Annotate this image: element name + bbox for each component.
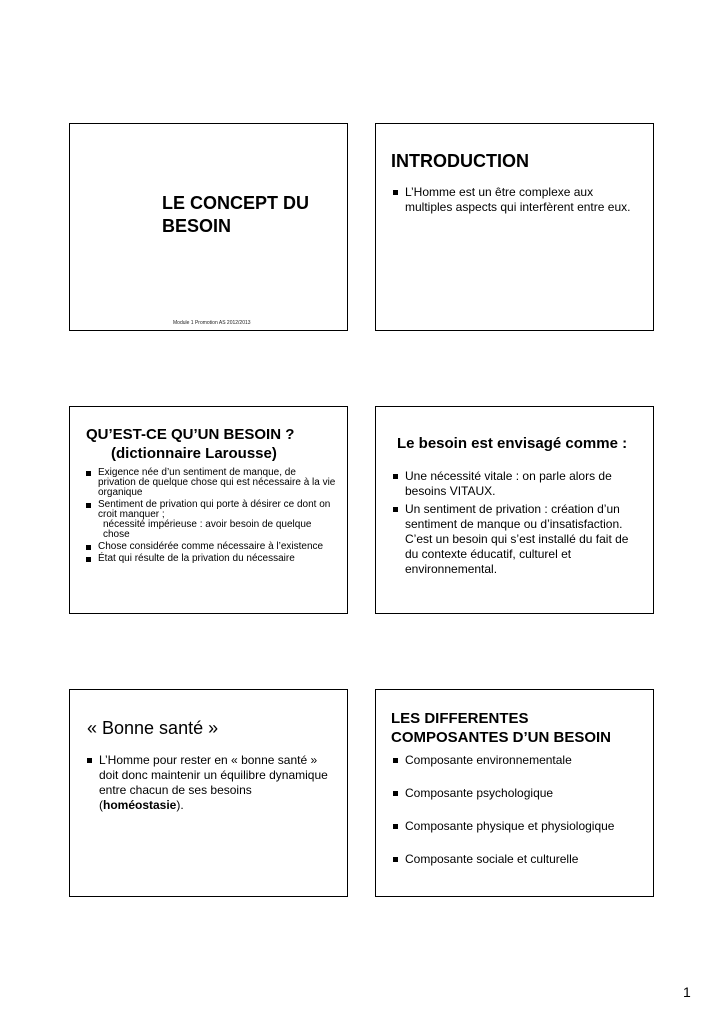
slide-6-bullet-list <box>393 753 643 867</box>
slide-6-bullet: Composante physique et physiologique <box>393 819 643 834</box>
slide-3-heading-line-1: QU’EST-CE QU’UN BESOIN ? <box>86 426 295 443</box>
slide-2-heading: INTRODUCTION <box>391 151 529 171</box>
slide-2-introduction <box>375 123 654 331</box>
slide-1-title <box>69 123 348 331</box>
slide-2-bullet: L’Homme est un être complexe aux multiples aspects qui interfèrent entre eux. <box>393 185 643 215</box>
slide-3-bullet: Exigence née d’un sentiment de manque, de privation de quelque chose qui est nécessaire à la vie organique <box>86 468 336 498</box>
slide-6-heading <box>391 709 611 747</box>
slide-5-good-health <box>69 689 348 897</box>
slide-4-bullet: Une nécessité vitale : on parle alors de besoins VITAUX. <box>393 469 643 499</box>
slide-1-heading <box>162 192 309 238</box>
slide-2-bullet-list <box>393 185 643 215</box>
slide-6-bullet: Composante sociale et culturelle <box>393 852 643 867</box>
slide-3-bullet-list <box>86 468 336 520</box>
slide-3-bullet-list-2 <box>86 542 336 564</box>
slide-1-footer: Module 1 Promotion AS 2012/2013 <box>173 320 251 326</box>
slide-5-bullet <box>87 753 331 813</box>
slide-4-envisaged <box>375 406 654 614</box>
slide-6-heading-line-1: LES DIFFERENTES <box>391 710 529 727</box>
slide-5-text-before: L’Homme pour rester en « bonne santé » doit donc maintenir un équilibre dynamique entre chacun de ses besoins ( <box>99 753 328 812</box>
slide-4-heading: Le besoin est envisagé comme : <box>397 435 628 452</box>
slide-3-heading-line-2: (dictionnaire Larousse) <box>111 445 277 462</box>
slide-1-heading-line-2: BESOIN <box>162 216 232 236</box>
slide-6-bullet: Composante psychologique <box>393 786 643 801</box>
slide-6-bullet: Composante environnementale <box>393 753 643 768</box>
slide-6-components <box>375 689 654 897</box>
slide-5-text-after: ). <box>176 798 184 812</box>
slide-4-bullet: Un sentiment de privation : création d’un sentiment de manque ou d’insatisfaction. C’est un besoin qui s’est installé du fait de du contexte éducatif, culturel et environnemental. <box>393 502 643 577</box>
slide-1-heading-line-1: LE CONCEPT DU <box>162 193 310 213</box>
slide-3-definition <box>69 406 348 614</box>
slide-3-bullet: Chose considérée comme nécessaire à l’existence <box>86 542 336 552</box>
slide-5-text-bold: homéostasie <box>103 798 177 812</box>
slide-3-bullet: Sentiment de privation qui porte à désirer ce dont on croit manquer ; <box>86 500 336 520</box>
page-number: 1 <box>683 984 691 1000</box>
slide-6-heading-line-2: COMPOSANTES D’UN BESOIN <box>391 729 612 746</box>
slide-3-content <box>86 468 336 566</box>
slide-3-heading <box>86 425 294 463</box>
slide-5-bullet-list <box>87 753 331 813</box>
slide-4-bullet-list <box>393 469 643 577</box>
slide-5-heading: « Bonne santé » <box>87 718 219 738</box>
slide-3-sub-text: nécessité impérieuse : avoir besoin de quelque chose <box>103 519 312 540</box>
slide-3-bullet: État qui résulte de la privation du nécessaire <box>86 554 336 564</box>
